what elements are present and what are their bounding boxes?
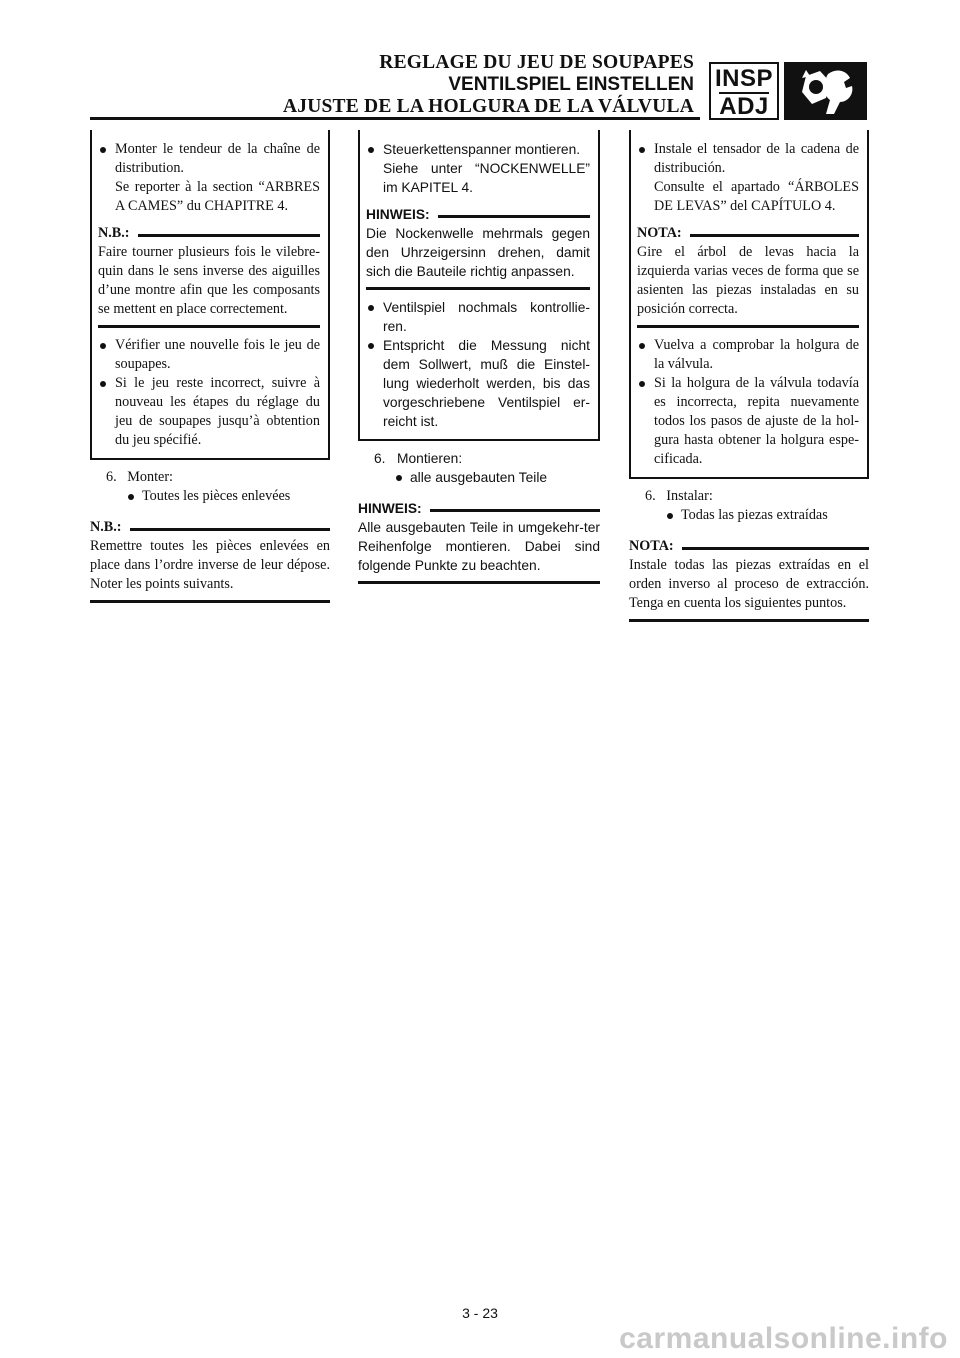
es-step-6: 6. Instalar:	[645, 488, 713, 504]
fr-note-1-header	[98, 224, 320, 243]
es-note-1-header	[637, 224, 859, 243]
list-item	[358, 468, 600, 487]
column-german	[358, 130, 600, 584]
list-item	[366, 298, 590, 336]
de-bullet-1-line1: Steuerkettenspanner montieren.	[383, 142, 581, 157]
list-item	[629, 506, 869, 525]
bullet-icon	[100, 343, 106, 349]
fr-procedure-box	[90, 130, 330, 460]
list-item	[637, 374, 859, 469]
fr-bullet-2: Vérifier une nouvelle fois le jeu de soupapes.	[115, 337, 320, 372]
bullet-icon	[667, 513, 673, 519]
fr-note-1-label: N.B.:	[98, 225, 130, 241]
wrench-icon	[784, 62, 867, 120]
note-end-rule	[358, 581, 600, 584]
list-item	[98, 336, 320, 374]
list-item	[637, 130, 859, 216]
bullet-icon	[639, 147, 645, 153]
es-bullet-3: Si la holgura de la válvula todavía es incorrecta, repita nuevamente todos los pasos de ajuste de la hol-gura hasta obtener la holgura espe-cificada.	[654, 375, 859, 467]
list-item	[637, 336, 859, 374]
de-procedure-box	[358, 130, 600, 441]
note-end-rule	[637, 325, 859, 328]
bullet-icon	[368, 147, 374, 153]
es-note-2-text: Instale todas las piezas extraídas en el orden inverso al proceso de extracción. Tenga en cuenta los siguientes puntos.	[629, 557, 869, 611]
bullet-icon	[368, 305, 374, 311]
note-rule	[430, 509, 600, 512]
title-spanish: AJUSTE DE LA HOLGURA DE LA VÁLVULA	[283, 96, 694, 117]
es-bullet-2: Vuelva a comprobar la holgura de la válvula.	[654, 337, 859, 372]
es-note-1-text: Gire el árbol de levas hacia la izquierda varias veces de forma que se asienten las piezas instaladas en su posición correcta.	[637, 244, 859, 317]
bullet-icon	[128, 494, 134, 500]
de-note-1-label: HINWEIS:	[366, 207, 430, 222]
note-rule	[130, 528, 330, 531]
badge-insp: INSP	[714, 65, 773, 92]
fr-note-2-header	[90, 518, 330, 537]
list-item	[366, 130, 590, 197]
es-bullet-1-line2: Consulte el apartado “ÁRBOLES DE LEVAS” del CAPÍTULO 4.	[654, 179, 859, 214]
de-step-6: 6. Montieren:	[374, 451, 463, 466]
note-rule	[682, 547, 869, 550]
de-bullet-1-line2: Siehe unter “NOCKENWELLE” im KAPITEL 4.	[383, 161, 590, 195]
note-end-rule	[90, 600, 330, 603]
es-note-2-label: NOTA:	[629, 538, 674, 554]
es-bullet-1-line1: Instale el tensador de la cadena de distribución.	[654, 141, 859, 176]
list-item	[366, 336, 590, 431]
page-number: 3 - 23	[462, 1305, 498, 1321]
page-header-titles	[283, 52, 694, 118]
list-item	[98, 130, 320, 216]
note-rule	[138, 234, 320, 237]
note-rule	[438, 215, 590, 218]
bullet-icon	[639, 381, 645, 387]
de-note-2-header	[358, 499, 600, 518]
fr-bullet-1-line1: Monter le tendeur de la chaîne de distribution.	[115, 141, 320, 176]
fr-bullet-1-line2: Se reporter à la section “ARBRES A CAMES” du CHAPITRE 4.	[115, 179, 320, 214]
bullet-icon	[100, 381, 106, 387]
fr-step-6-item: Toutes les pièces enlevées	[142, 488, 291, 504]
header-rule	[90, 117, 700, 120]
insp-adj-badge	[709, 62, 779, 120]
fr-step-6: 6. Monter:	[106, 469, 173, 485]
column-spanish	[629, 130, 869, 622]
bullet-icon	[639, 343, 645, 349]
de-step-6-item: alle ausgebauten Teile	[410, 470, 548, 485]
note-end-rule	[629, 619, 869, 622]
de-note-1-header	[366, 205, 590, 224]
fr-bullet-3: Si le jeu reste incorrect, suivre à nouveau les étapes du réglage du jeu de soupapes jusqu’à obtention du jeu spécifié.	[115, 375, 320, 448]
fr-note-2-label: N.B.:	[90, 519, 122, 535]
bullet-icon	[368, 343, 374, 349]
fr-note-2-text: Remettre toutes les pièces enlevées en place dans l’ordre inverse de leur dépose. Noter les points suivants.	[90, 538, 330, 592]
note-end-rule	[98, 325, 320, 328]
title-french: REGLAGE DU JEU DE SOUPAPES	[379, 52, 694, 73]
bullet-icon	[100, 147, 106, 153]
list-item	[98, 374, 320, 450]
list-item	[90, 487, 330, 506]
de-bullet-2: Ventilspiel nochmals kontrollie-ren.	[383, 300, 590, 334]
title-german: VENTILSPIEL EINSTELLEN	[448, 74, 694, 95]
de-note-1-text: Die Nockenwelle mehrmals gegen den Uhrzeigersinn drehen, damit sich die Bauteile richtig anpassen.	[366, 226, 590, 279]
es-note-1-label: NOTA:	[637, 225, 682, 241]
de-note-2-label: HINWEIS:	[358, 501, 422, 516]
es-note-2-header	[629, 537, 869, 556]
column-french	[90, 130, 330, 603]
note-end-rule	[366, 287, 590, 290]
es-step-6-item: Todas las piezas extraídas	[681, 507, 828, 523]
note-rule	[690, 234, 859, 237]
badge-adj: ADJ	[719, 93, 769, 120]
de-bullet-3: Entspricht die Messung nicht dem Sollwert, muß die Einstel-lung wiederholt werden, bis das vorgeschriebene Ventilspiel er-reicht ist.	[383, 338, 590, 429]
de-note-2-text: Alle ausgebauten Teile in umgekehr-ter Reihenfolge montieren. Dabei sind folgende Punkte zu beachten.	[358, 520, 600, 573]
fr-note-1-text: Faire tourner plusieurs fois le vilebre-quin dans le sens inverse des aiguilles d’une montre afin que les composants se mettent en place correctement.	[98, 244, 320, 317]
bullet-icon	[396, 475, 402, 481]
es-procedure-box	[629, 130, 869, 479]
watermark: carmanualsonline.info	[619, 1322, 948, 1355]
